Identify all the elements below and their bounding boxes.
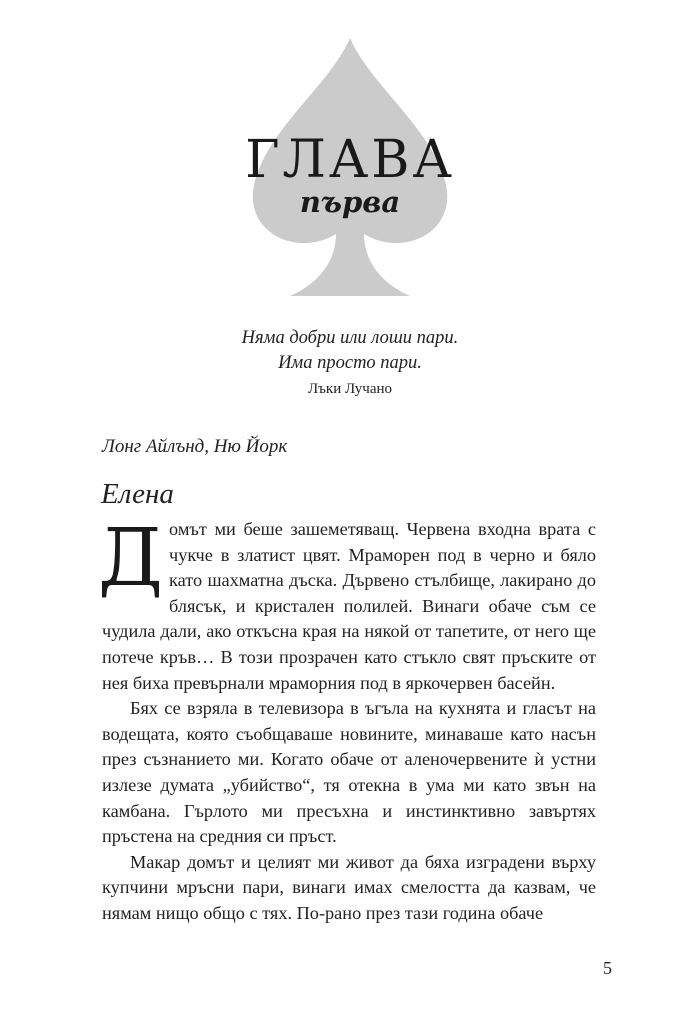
paragraph: Макар домът и целият ми живот да бяха изградени върху купчини мръсни пари, винаги имах смелостта да казвам, че нямам нищо общо с тях. По-рано през тази година обаче [102,851,596,923]
drop-cap: Д [98,511,164,604]
paragraph [98,511,596,696]
page-number: 5 [603,958,612,978]
location-heading: Лонг Айлънд, Ню Йорк [102,436,288,457]
chapter-subtitle: първа [299,185,401,219]
epigraph-line: Има просто пари. [278,353,422,373]
epigraph [0,326,700,376]
body-text [98,511,596,927]
paragraph: Бях се взряла в телевизора в ъгъла на кухнята и гласът на водещата, която съобщаваше новините, минаваше като насън през съзнанието ми. Когато обаче от аленочервените ѝ устни излезе думата „убийство“, тя отекна в ума ми като звън на камбана. Гърлото ми пресъхна и инстинктивно завъртях пръстена на средния си пръст. [102,698,596,847]
epigraph-author: Лъки Лучано [307,381,393,397]
pov-character-heading: Елена [101,478,174,510]
epigraph-line: Няма добри или лоши пари. [241,328,459,348]
paragraph-text: омът ми беше зашеметяващ. Червена входна врата с чукче в златист цвят. Мраморен под в черно и бяло като шахматна дъска. Дървено стълбище, лакирано до блясък, и кристален полилей. Винаги обаче съм се чудила дали, ако откъсна края на някой от тапетите, от него ще потече кръв… В този прозрачен като стъкло свят пръските от нея биха превърнали мраморния под в яркочервен басейн. [102,519,596,693]
chapter-title: ГЛАВА [245,130,455,190]
